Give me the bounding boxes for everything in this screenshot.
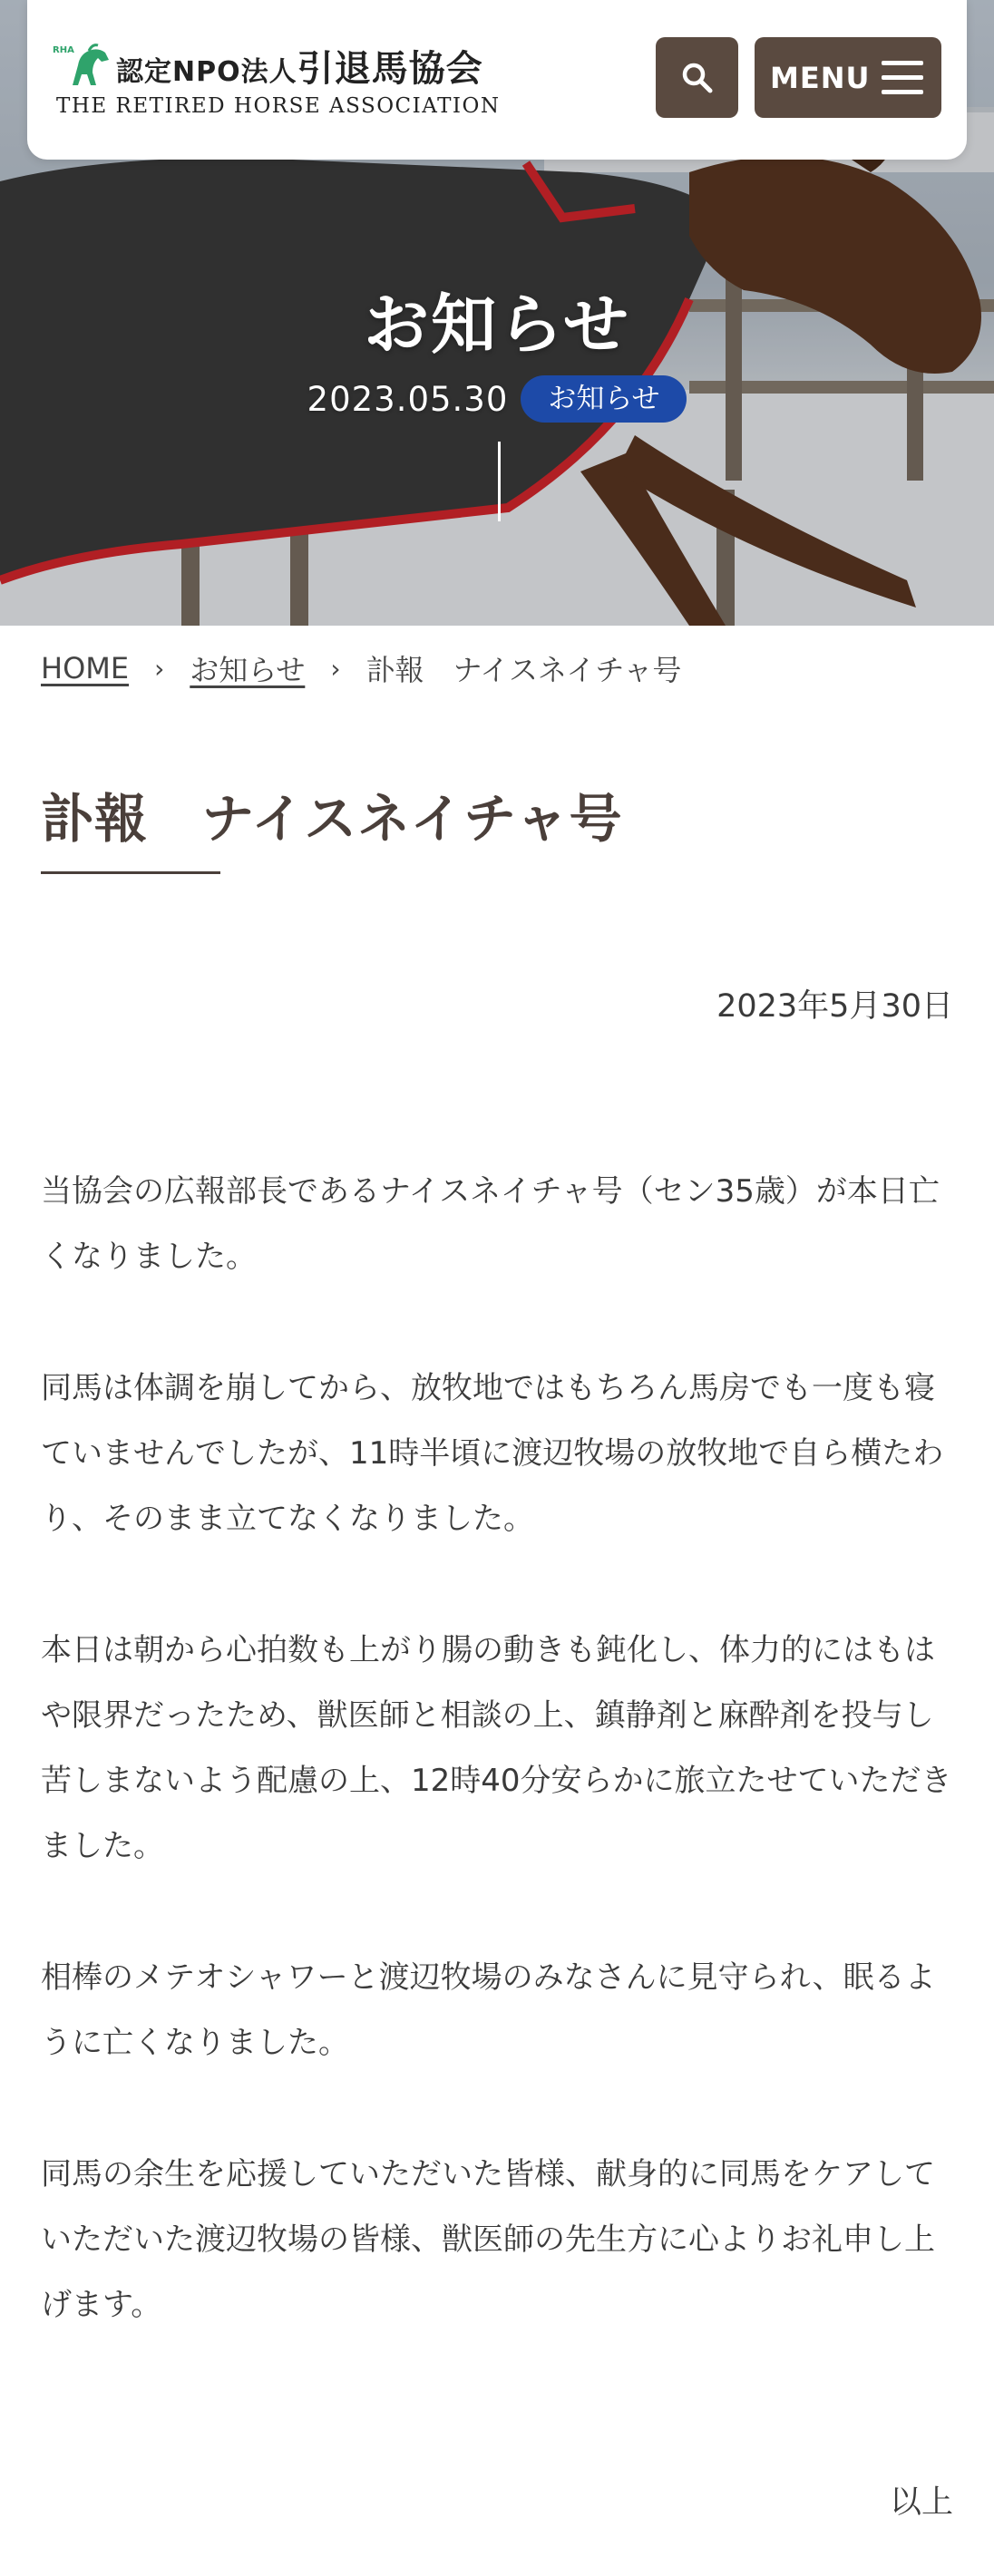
search-icon xyxy=(679,60,716,96)
title-underline xyxy=(41,871,220,874)
hero-date: 2023.05.30 xyxy=(307,379,509,419)
article-closing: 以上 xyxy=(889,2484,953,2521)
article-title: 訃報 ナイスネイチャ号 xyxy=(41,788,623,850)
breadcrumb-current: 訃報 ナイスネイチャ号 xyxy=(365,653,682,687)
article-paragraph: 同馬は体調を崩してから、放牧地ではもちろん馬房でも一度も寝ていませんでしたが、11時半頃に渡辺牧場の放牧地で自ら横たわり、そのまま立てなくなりました。 xyxy=(41,1370,944,1537)
article-paragraph: 同馬の余生を応援していただいた皆様、献身的に同馬をケアしていただいた渡辺牧場の皆様、獣医師の先生方に心よりお礼申し上げます。 xyxy=(41,2156,935,2323)
article-date: 2023年5月30日 xyxy=(716,988,953,1025)
breadcrumb-home-link[interactable]: HOME xyxy=(41,651,130,685)
breadcrumb xyxy=(41,646,681,691)
hero-meta xyxy=(0,375,994,423)
breadcrumb-news-link[interactable]: お知らせ xyxy=(190,653,306,687)
logo-japanese-name xyxy=(116,40,483,92)
logo-jp-prefix: 認定NPO法人 xyxy=(116,56,297,88)
logo-jp-name: 引退馬協会 xyxy=(297,48,483,90)
article-paragraph: 相棒のメテオシャワーと渡辺牧場のみなさんに見守られ、眠るように亡くなりました。 xyxy=(41,1959,936,2061)
site-logo[interactable] xyxy=(53,38,524,120)
search-button[interactable] xyxy=(656,37,738,118)
breadcrumb-separator: › xyxy=(330,653,341,684)
article-body xyxy=(41,1159,957,2404)
article-paragraph: 本日は朝から心拍数も上がり腸の動きも鈍化し、体力的にはもはや限界だったため、獣医師と相談の上、鎮静剤と麻酔剤を投与し苦しまないよう配慮の上、12時40分安らかに旅立たせていただきました。 xyxy=(41,1632,952,1864)
menu-label: MENU xyxy=(770,60,871,95)
logo-horse-icon xyxy=(53,42,111,89)
breadcrumb-separator: › xyxy=(154,653,165,684)
menu-button[interactable] xyxy=(755,37,941,118)
category-badge[interactable]: お知らせ xyxy=(521,375,687,423)
hero-title: お知らせ xyxy=(364,287,630,363)
site-header xyxy=(27,0,967,160)
article-paragraph: 当協会の広報部長であるナイスネイチャ号（セン35歳）が本日亡くなりました。 xyxy=(41,1173,940,1275)
hamburger-icon xyxy=(882,61,923,95)
logo-english-name: THE RETIRED HORSE ASSOCIATION xyxy=(56,94,501,118)
logo-mark-text: RHA xyxy=(53,45,74,55)
scroll-indicator-line xyxy=(498,442,501,521)
